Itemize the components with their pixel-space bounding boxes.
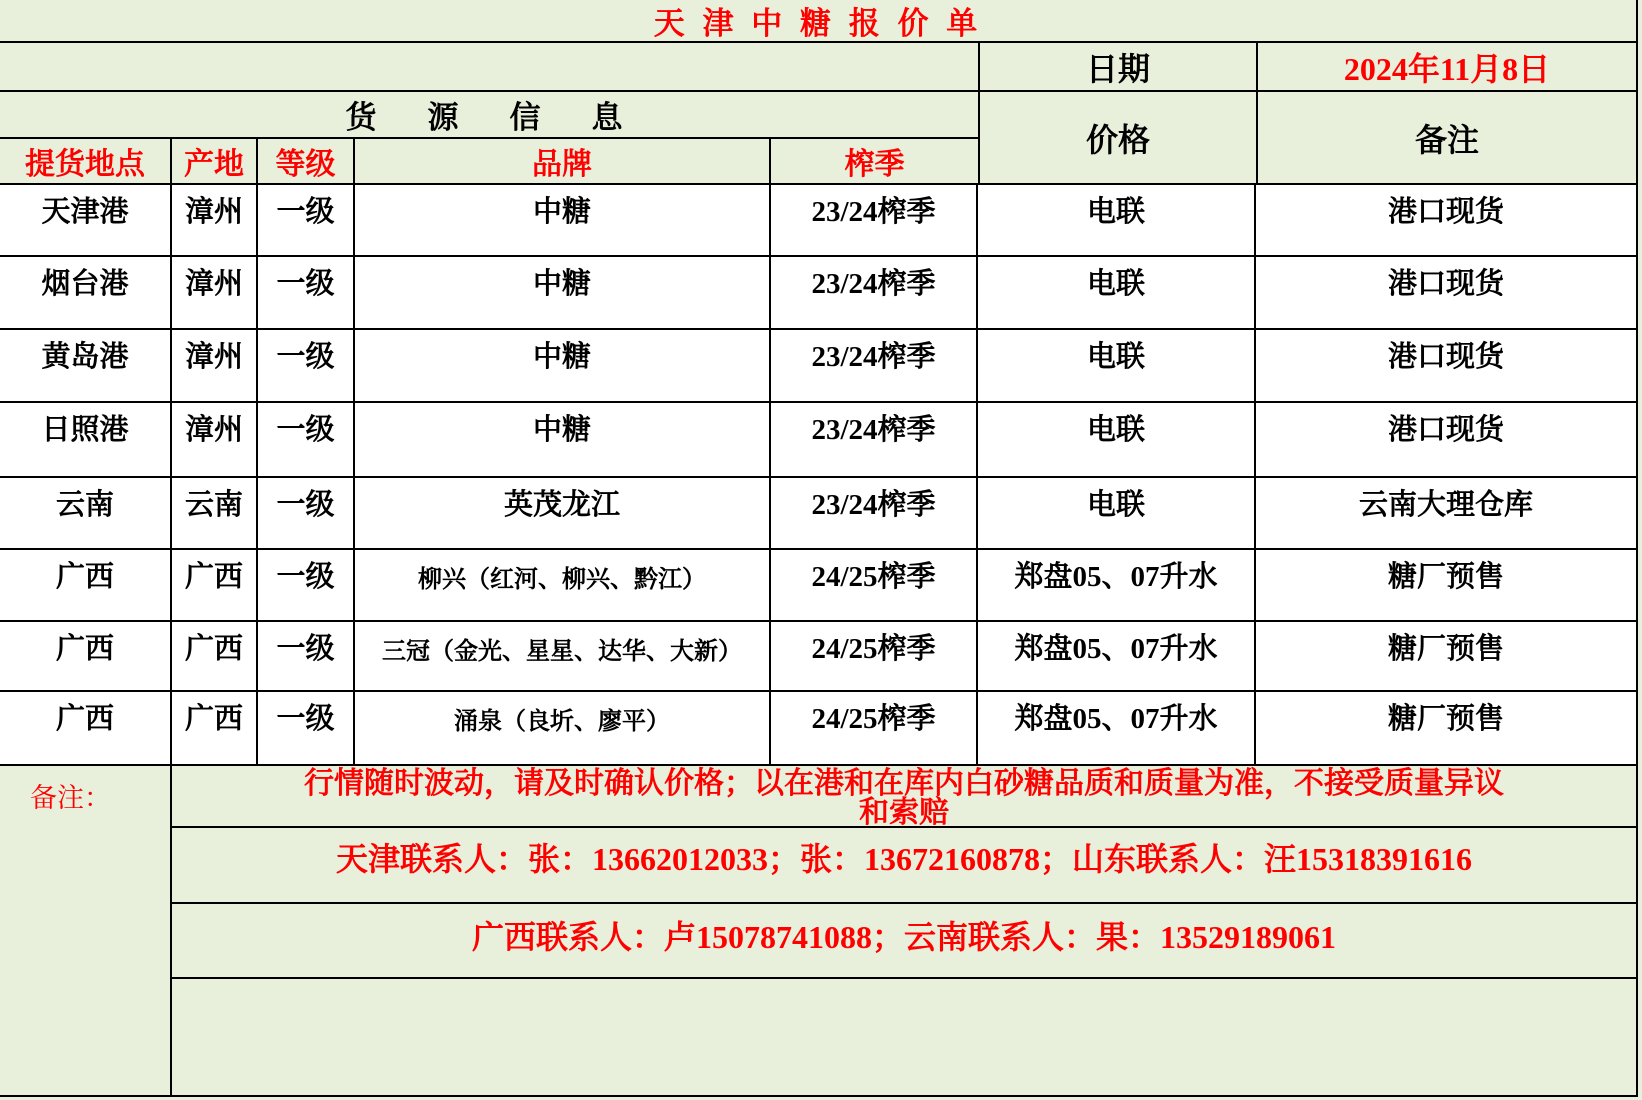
cell-price: 电联 (978, 403, 1256, 476)
cell-pickup: 广西 (0, 622, 172, 690)
contacts-south-note: 广西联系人：卢15078741088；云南联系人：果：13529189061 (172, 904, 1636, 979)
cell-season: 23/24榨季 (771, 403, 978, 476)
cell-pickup: 广西 (0, 550, 172, 620)
cell-season: 23/24榨季 (771, 330, 978, 401)
cell-grade: 一级 (258, 185, 355, 255)
cell-pickup: 日照港 (0, 403, 172, 476)
notes-section (0, 766, 1636, 1095)
cell-season: 23/24榨季 (771, 478, 978, 548)
cell-price: 郑盘05、07升水 (978, 622, 1256, 690)
cell-grade: 一级 (258, 257, 355, 328)
col-header-season: 榨季 (844, 148, 905, 181)
cell-remark: 糖厂预售 (1387, 703, 1504, 735)
table-row (0, 692, 1636, 766)
date-label: 日期 (978, 43, 1256, 90)
cell-season: 24/25榨季 (771, 692, 978, 764)
disclaimer-line2: 和索赔 (859, 796, 949, 829)
cell-grade: 一级 (258, 550, 355, 620)
cell-origin: 广西 (172, 692, 258, 764)
cell-pickup: 黄岛港 (0, 330, 172, 401)
notes-body (172, 766, 1636, 1095)
cell-price: 郑盘05、07升水 (978, 550, 1256, 620)
supply-info-header: 货 源 信 息 (0, 92, 978, 139)
cell-season: 24/25榨季 (771, 550, 978, 620)
contacts-north-note: 天津联系人：张：13662012033；张：13672160878；山东联系人：汪15318391616 (172, 828, 1636, 904)
col-header-grade: 等级 (258, 139, 355, 183)
cell-price: 电联 (978, 330, 1256, 401)
notes-label: 备注： (0, 766, 172, 1095)
cell-brand: 中糖 (355, 257, 771, 328)
header-block (0, 92, 1636, 185)
cell-origin: 漳州 (172, 185, 258, 255)
date-row (0, 43, 1636, 92)
cell-origin: 漳州 (172, 330, 258, 401)
cell-origin: 广西 (172, 622, 258, 690)
cell-brand: 中糖 (355, 403, 771, 476)
cell-brand: 英茂龙江 (355, 478, 771, 548)
col-header-pickup: 提货地点 (0, 139, 172, 183)
date-value: 2024年11月8日 (1256, 43, 1636, 90)
col-header-brand: 品牌 (355, 139, 771, 183)
cell-season: 24/25榨季 (771, 622, 978, 690)
cell-season: 23/24榨季 (771, 257, 978, 328)
cell-remark: 港口现货 (1387, 414, 1504, 446)
cell-pickup: 天津港 (0, 185, 172, 255)
cell-remark: 云南大理仓库 (1358, 489, 1533, 521)
cell-origin: 云南 (172, 478, 258, 548)
cell-remark: 港口现货 (1387, 341, 1504, 373)
cell-brand: 涌泉（良圻、廖平） (355, 692, 771, 764)
cell-origin: 广西 (172, 550, 258, 620)
col-header-origin: 产地 (172, 139, 258, 183)
cell-grade: 一级 (258, 692, 355, 764)
cell-origin: 漳州 (172, 403, 258, 476)
table-row (0, 550, 1636, 622)
cell-brand: 中糖 (355, 185, 771, 255)
table-row (0, 403, 1636, 478)
table-row (0, 330, 1636, 403)
cell-pickup: 广西 (0, 692, 172, 764)
cell-price: 电联 (978, 257, 1256, 328)
table-row (0, 185, 1636, 257)
cell-brand: 柳兴（红河、柳兴、黔江） (355, 550, 771, 620)
cell-pickup: 云南 (0, 478, 172, 548)
table-row (0, 478, 1636, 550)
cell-grade: 一级 (258, 622, 355, 690)
cell-remark: 糖厂预售 (1387, 561, 1504, 593)
cell-price: 电联 (978, 185, 1256, 255)
cell-remark: 港口现货 (1387, 268, 1504, 300)
cell-origin: 漳州 (172, 257, 258, 328)
table-row (0, 257, 1636, 330)
cell-price: 郑盘05、07升水 (978, 692, 1256, 764)
cell-remark: 港口现货 (1387, 196, 1504, 228)
cell-grade: 一级 (258, 330, 355, 401)
cell-grade: 一级 (258, 403, 355, 476)
empty-cell (0, 43, 978, 90)
column-header-row (0, 139, 978, 183)
cell-brand: 中糖 (355, 330, 771, 401)
disclaimer-line1: 行情随时波动，请及时确认价格；以在港和在库内白砂糖品质和质量为准，不接受质量异议 (304, 767, 1504, 800)
price-column-header: 价格 (978, 92, 1256, 183)
cell-pickup: 烟台港 (0, 257, 172, 328)
cell-price: 电联 (978, 478, 1256, 548)
table-row (0, 622, 1636, 692)
disclaimer-note (172, 766, 1636, 828)
remark-column-header: 备注 (1256, 92, 1636, 183)
cell-season: 23/24榨季 (771, 185, 978, 255)
empty-note-row (172, 979, 1636, 1095)
cell-remark: 糖厂预售 (1387, 633, 1504, 665)
supply-header-group (0, 92, 978, 183)
cell-grade: 一级 (258, 478, 355, 548)
cell-brand: 三冠（金光、星星、达华、大新） (355, 622, 771, 690)
page-title: 天 津 中 糖 报 价 单 (0, 0, 1636, 43)
